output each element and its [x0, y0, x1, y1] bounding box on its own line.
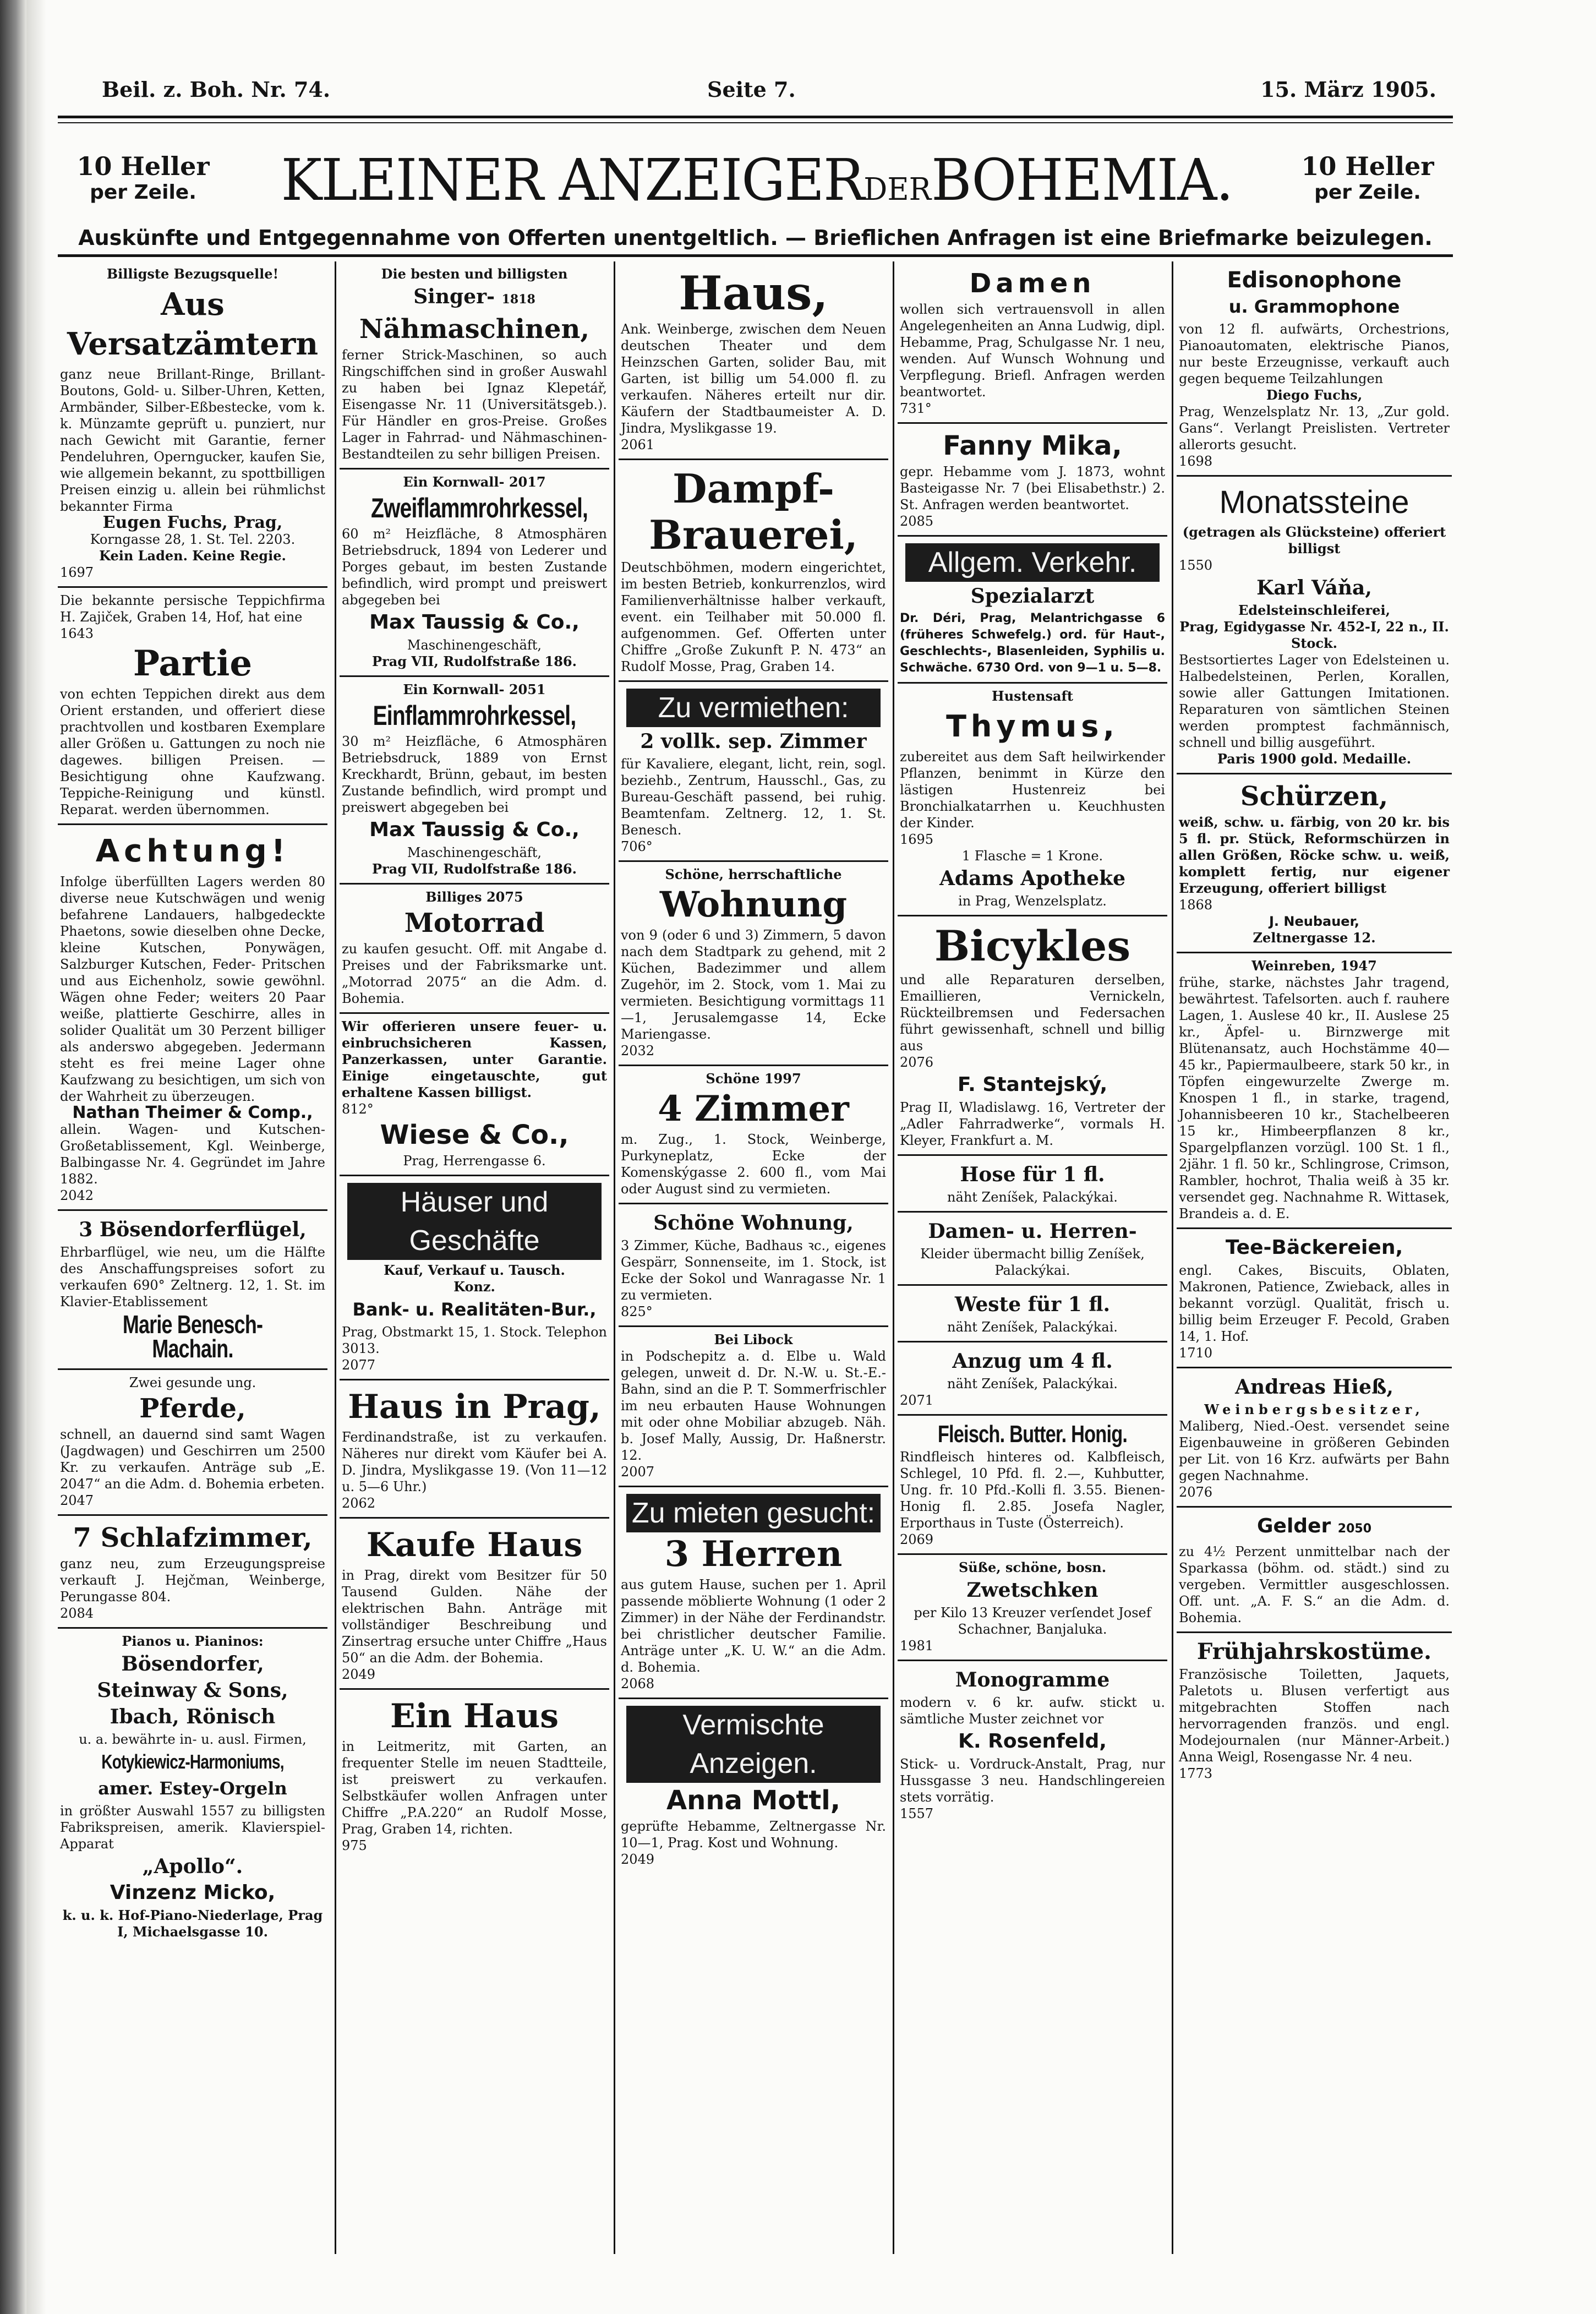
ad-anzug: Anzug um 4 fl. näht Zeníšek, Palackýkai. 2071 [898, 1342, 1167, 1416]
ad-weinreben: Weinreben, 1947 frühe, starke, nächstes Jahr tragend, bewährtest. Tafelsorten. auch f. rauhere Lagen, 1. Auslese 40 kr., II. Auslese 25 kr., Äpfel- u. Birnzwerge mit Blütenansatz, auch Hochstämme 40—45 kr., Papiermaulbeere, stark 50 kr., in Töpfen eingewurzelte Zwerge m. Knospen 1 fl., in starke, tragend, Johannisbeeren 10 kr., Stachelbeeren 15 kr., Himbeerpflanzen 8 kr., Spargelpflanzen vorzügl. 100 St. 1 fl., 2jähr. 1 fl. 50 kr., Schlingrose, Crimson, Rambler, hochrot, Thalia weiß à 35 kr. versendet geg. Nachnahme R. Wittasek, Brandeis a. d. E. [1177, 953, 1452, 1229]
ad-tee-baeckereien: Tee-Bäckereien, engl. Cakes, Biscuits, Oblaten, Makronen, Patience, Zwieback, alles in bekannt vorzügl. Qualität, frisch u. billig beim Erzeuger F. Pecold, Graben 14, 1. Hof. 1710 [1177, 1229, 1452, 1368]
newspaper-page [58, 61, 1453, 2257]
column-divider [893, 261, 894, 2254]
section-banner: Zu vermiethen: [626, 689, 881, 727]
ad-headline: Bicykles [934, 921, 1131, 970]
ad-headline: Andreas Hieß, [1235, 1376, 1393, 1399]
ad-headline: Fleisch. Butter. Honig. [937, 1421, 1128, 1448]
ad-headline: Wohnung [659, 884, 848, 925]
issue-date: 15. März 1905. [1260, 77, 1436, 102]
ad-einflammrohrkessel: Ein Kornwall- 2051 Einflammrohrkessel, 30 m² Heizfläche, 6 Atmosphären Betriebsdruck, 1889 von Ernst Kreckhardt, Brünn, gebaut, im besten Zustande befindlich, wird prompt und preiswert abgegeben bei Max Taussig & Co., Maschinengeschäft, Prag VII, Rudolfstraße 186. [340, 677, 609, 885]
ad-headline: Partie [133, 643, 253, 684]
book-binding-edge [0, 0, 26, 2314]
ad-headline: Thymus, [946, 709, 1119, 744]
ad-headline: Haus in Prag, [348, 1388, 601, 1426]
ad-haeuser-geschaefte: Häuser und Geschäfte Kauf, Verkauf u. Tausch. Konz. Bank- u. Realitäten-Bur., Prag, Obstmarkt 15, 1. Stock. Telephon 3013. 2077 [340, 1176, 609, 1380]
ad-headline: Edisonophone [1227, 268, 1402, 293]
ad-headline: Anzug um 4 fl. [952, 1350, 1113, 1373]
ad-headline: 3 Bösendorferflügel, [79, 1218, 307, 1241]
ad-weste: Weste für 1 fl. näht Zeníšek, Palackýkai. [898, 1286, 1167, 1342]
ad-headline: Motorrad [404, 908, 545, 938]
ad-headline: Ein Haus [390, 1697, 559, 1736]
ad-headline: Haus, [679, 266, 828, 320]
masthead [58, 143, 1453, 220]
ad-fruehjahrskostueme: Frühjahrskostüme. Französische Toiletten, Jaquets, Paletots u. Blusen verfertigt aus mitgebrachten Stoffen nach hervorragenden französ. und engl. Modejournalen (nur Männer-Arbeit.) Anna Weigl, Rosengasse Nr. 4 neu. 1773 [1179, 1639, 1450, 1781]
ad-dampf-brauerei: Dampf- Brauerei, Deutschböhmen, modern eingerichtet, im besten Betrieb, konkurrenzlos, wird Familienverhältnisse halber verkauft, event. ein Teilhaber mit 50.000 fl. aufgenommen. Gef. Offerten unter Chiffre „Große Zukunft P. N. 473“ an Rudolf Mosse, Prag, Graben 14. [619, 460, 888, 682]
ad-haus-weinberge: Haus, Ank. Weinberge, zwischen dem Neuen deutschen Theater und dem Heinzschen Garten, solider Bau, mit Garten, ist billig um 54.000 fl. zu verkaufen. Näheres erteilt nur dir. Käufern der Stadtbaumeister A. D. Jindra, Myslikgasse 19. 2061 [619, 261, 888, 460]
header-rule-thick [58, 116, 1453, 118]
ad-partie: Die bekannte persische Teppichfirma H. Zajiček, Graben 14, Hof, hat eine 1643 Partie von echten Teppichen direkt aus dem Orient erstanden, und offeriert diese prachtvollen und kostbaren Exemplare aller Größen u. Gattungen zu noch nie dagewes. billigen Preisen. — Besichtigung ohne Kaufzwang. Teppiche-Reinigung und künstl. Reparat. werden übernommen. [58, 588, 327, 825]
ad-singer: Die besten und billigsten Singer- 1818 Nähmaschinen, ferner Strick-Maschinen, so auch Ringschiffchen sind in großer Auswahl zu haben bei Ignaz Klepetář, Eisengasse Nr. 11 (Universitätsgeb.). Für Händler en gros-Preise. Großes Lager in Fahrrad- und Nähmaschinen-Bestandteilen zu sehr billigen Preisen. [340, 261, 609, 470]
price-left: 10 Heller per Zeile. [76, 151, 210, 204]
ad-headline: Tee-Bäckereien, [1225, 1236, 1403, 1259]
ad-thymus: Hustensaft Thymus, zubereitet aus dem Saft heilwirkender Pflanzen, benimmt in Kürze den lästigen Hustenreiz bei Bronchialkatarrhen u. Keuchhusten der Kinder. 1695 1 Flasche = 1 Krone. Adams Apotheke in Prag, Wenzelsplatz. [898, 684, 1167, 916]
ad-achtung: Achtung! Infolge überfüllten Lagers werden 80 diverse neue Kutschwägen und wenig befahrene Landauers, halbgedeckte Phaetons, sowie dieselben ohne Decke, kleine Kutschen, Ponywägen, Salzburger Kutschen, Feder- Pritschen und aus Eichenholz, sowie gewöhnl. Wägen ohne Feder; weiters 20 Paar weiße, plattierte Geschirre, alles in solider Qualität um 30 Perzent billiger als anderswo abgegeben. Jedermann steht es frei meine Lager ohne Kaufzwang zu besichtigen, um sich von der Wahrheit zu überzeugen. Nathan Theimer & Comp., allein. Wagen- und Kutschen-Großetablissement, Kgl. Weinberge, Balbingasse Nr. 4. Gegründet im Jahre 1882. 2042 [58, 825, 327, 1211]
running-header [58, 77, 1453, 110]
ad-kleider: Damen- u. Herren- Kleider übermacht billig Zeníšek, Palackýkai. [898, 1213, 1167, 1286]
column-3 [619, 261, 888, 2257]
section-banner: Häuser und Geschäfte [347, 1183, 602, 1260]
ad-monogramme: Monogramme modern v. 6 kr. aufw. stickt u. sämtliche Muster zeichnet vor K. Rosenfeld, Stick- u. Vordruck-Anstalt, Prag, nur Hussgasse 3 neu. Handschlingereien stets vorrätig. 1557 [900, 1668, 1165, 1821]
ad-headline: Wiese & Co., [380, 1120, 569, 1150]
ad-headline: Kaufe Haus [366, 1526, 583, 1564]
ad-hose: Hose für 1 fl. näht Zeníšek, Palackýkai. [898, 1156, 1167, 1213]
ad-headline: Einflammrohrkessel, [373, 700, 576, 731]
ad-headline: Anna Mottl, [666, 1785, 840, 1816]
column-divider [335, 261, 336, 2254]
section-banner: Zu mieten gesucht: [626, 1494, 881, 1532]
ad-zwetschken: Süße, schöne, bosn. Zwetschken per Kilo 13 Kreuzer verſendet Josef Schachner, Banjaluka. 1981 [898, 1555, 1167, 1661]
ad-headline: Aus Versatzämtern [67, 286, 319, 362]
column-1 [58, 261, 327, 2257]
ad-pianos: Pianos u. Pianinos: Bösendorfer, Steinway & Sons, Ibach, Rönisch u. a. bewährte in- u. ausl. Firmen, Kotykiewicz-Harmoniums, amer. Estey-Orgeln in größter Auswahl 1557 zu billigsten Fabrikspreisen, amerik. Klavierspiel-Apparat „Apollo“. Vinzenz Micko, k. u. k. Hof-Piano-Niederlage, Prag I, Michaelsgasse 10. [60, 1633, 325, 1940]
ad-headline: Gelder 2050 [1256, 1515, 1372, 1537]
ad-boesendorfer: 3 Bösendorferflügel, Ehrbarflügel, wie neu, um die Hälfte des Anschaffungspreises sofort zu verkaufen 690° Zeltnerg. 12, 1. St. im Klavier-Etablissement Marie Benesch-Machain. [58, 1211, 327, 1370]
ad-andreas-hiess: Andreas Hieß, Weinbergsbesitzer, Maliberg, Nied.-Oest. versendet seine Eigenbauweine in größeren Gebinden per Lit. von 16 Krz. aufwärts per Bahn gegen Nachnahme. 2076 [1177, 1368, 1452, 1508]
column-divider [614, 261, 615, 2254]
ad-spezialarzt: Allgem. Verkehr. Spezialarzt Dr. Déri, Prag, Melantrichgasse 6 (früheres Schwefelg.) ord. für Haut-, Geschlechts-, Blasenleiden, Syphilis u. Schwäche. 6730 Ord. von 9—1 u. 5—8. [898, 537, 1167, 684]
ad-headline: Damen- u. Herren- [928, 1220, 1137, 1243]
masthead-subtitle: Auskünfte und Entgegennahme von Offerten unentgeltlich. — Brieflichen Anfragen ist eine Briefmarke beizulegen. [78, 226, 1433, 250]
ad-headline: Monogramme [955, 1668, 1110, 1691]
ad-haus-in-prag: Haus in Prag, Ferdinandstraße, ist zu verkaufen. Näheres nur direkt vom Käufer bei A. D. Jindra, Myslikgasse 19. (Von 11—12 u. 5—6 Uhr.) 2062 [340, 1380, 609, 1519]
ad-motorrad: Billiges 2075 Motorrad zu kaufen gesucht. Off. mit Angabe d. Preises und der Fabriksmarke unt. „Motorrad 2075“ an die Adm. d. Bohemia. [340, 885, 609, 1014]
ad-headline: 2 vollk. sep. Zimmer [640, 730, 867, 753]
ad-headline: Schöne Wohnung, [653, 1211, 854, 1235]
ad-kaufe-haus: Kaufe Haus in Prag, direkt vom Besitzer für 50 Tausend Gulden. Nähe der elektrischen Bahn. Anträge mit vollständiger Beschreibung und Zinsertrag ersuche unter Chiffre „Haus 50“ an die Adm. der Bohemia. 2049 [340, 1519, 609, 1690]
subtitle-rule [58, 254, 1453, 257]
column-divider [1172, 261, 1173, 2254]
ad-headline: Schürzen, [1240, 781, 1389, 812]
ad-headline: Hose für 1 fl. [960, 1163, 1105, 1186]
ad-headline: Zweiflammrohrkessel, [371, 493, 588, 523]
ad-headline: Fanny Mika, [943, 430, 1122, 461]
binding-shadow [26, 0, 46, 2314]
ad-schlafzimmer: 7 Schlafzimmer, ganz neu, zum Erzeugungspreise verkauft J. Hejčman, Weinberge, Perungasse 804. 2084 [58, 1516, 327, 1629]
price-right: 10 Heller per Zeile. [1301, 151, 1434, 204]
ad-versatzaemter: Billigste Bezugsquelle! Aus Versatzämtern ganz neue Brillant-Ringe, Brillant-Boutons, Gold- u. Silber-Uhren, Ketten, Armbänder, Silber-Eßbestecke, vom k. k. Münzamte geprüft u. punziert, nur nach Gewicht mit Garantie, ferner Pendeluhren, Operngucker, kaufen Sie, wie allgemein bekannt, zu spottbilligen Preisen einzig u. allein bei rühmlichst bekannter Firma Eugen Fuchs, Prag, Korngasse 28, 1. St. Tel. 2203. Kein Laden. Keine Regie. 1697 [58, 261, 327, 588]
masthead-title: KLEINER ANZEIGERDERBOHEMIA. [281, 146, 1233, 214]
ad-wiese-kassen: Wir offerieren unsere feuer- u. einbruchsicheren Kassen, Panzerkassen, unter Garantie. Einige eingetauschte, gut erhaltene Kassen billigst. 812° Wiese & Co., Prag, Herrengasse 6. [340, 1014, 609, 1176]
column-5 [1177, 261, 1452, 2257]
ad-headline: 3 Herren [664, 1533, 843, 1575]
ad-columns [58, 261, 1453, 2257]
page-number: Seite 7. [707, 77, 796, 102]
ad-headline: 4 Zimmer [658, 1088, 849, 1129]
ad-headline: Damen [969, 268, 1096, 299]
section-banner: Allgem. Verkehr. [905, 543, 1160, 582]
header-rule-thin [58, 122, 1453, 123]
ad-fanny-mika: Fanny Mika, gepr. Hebamme vom J. 1873, wohnt Basteigasse Nr. 7 (bei Elisabethstr.) 2. St. Anfragen werden beantwortet. 2085 [898, 424, 1167, 537]
ad-schoene-wohnung: Schöne Wohnung, 3 Zimmer, Küche, Badhaus ꝛc., eigenes Gespärr, Sonnenseite, im 1. Stock, ist Ecke der Sokol und Wanragasse Nr. 1 zu vermieten. 825° [619, 1204, 888, 1327]
ad-fleisch-butter-honig: Fleisch. Butter. Honig. Rindfleisch hinteres od. Kalbfleisch, Schlegel, 10 Pfd. fl. 2.—, Kuhbutter, Ung. fr. 10 Pfd.-Kolli fl. 3.55. Bienen-Honig fl. 2.85. Josefa Nagler, Erporthaus in Tuste (Österreich). 2069 [898, 1416, 1167, 1555]
ad-anna-mottl: Vermischte Anzeigen. Anna Mottl, geprüfte Hebamme, Zeltnergasse Nr. 10—1, Prag. Kost und Wohnung. 2049 [619, 1699, 888, 1873]
ad-zweiflammrohrkessel: Ein Kornwall- 2017 Zweiflammrohrkessel, 60 m² Heizfläche, 8 Atmosphären Betriebsdruck, 1894 von Lederer und Porges gebaut, im besten Zustande befindlich, wird prompt und preiswert abgegeben bei Max Taussig & Co., Maschinengeschäft, Prag VII, Rudolfstraße 186. [340, 470, 609, 677]
ad-headline: Spezialarzt [970, 585, 1095, 608]
ad-headline: 7 Schlafzimmer, [73, 1522, 313, 1553]
ad-edisonophone: Edisonophone u. Grammophone von 12 fl. aufwärts, Orchestrions, Pianoautomaten, elektrische Pianos, nur beste Erzeugnisse, verkauft auch gegen bequeme Teilzahlungen Diego Fuchs, Prag, Wenzelsplatz Nr. 13, „Zur gold. Gans“. Verlangt Preislisten. Vertreter allerorts gesucht. 1698 [1177, 261, 1452, 477]
ad-gelder: Gelder 2050 zu 4½ Perzent unmittelbar nach der Sparkassa (böhm. od. städt.) sind zu vergeben. Vermittler ausgeschlossen. Off. unt. „A. F. S.“ an die Adm. d. Bohemia. [1177, 1508, 1452, 1633]
ad-zu-mieten-gesucht: Zu mieten gesucht: 3 Herren aus gutem Hause, suchen per 1. April passende möblierte Wohnung (1 oder 2 Zimmer) in der Nähe der Ferdinandstr. bei christlicher deutscher Familie. Anträge unter „K. U. W.“ an die Adm. d. Bohemia. 2068 [619, 1487, 888, 1699]
ad-bicykles: Bicykles und alle Reparaturen derselben, Emaillieren, Vernickeln, Rückteilbremsen und Federsachen führt gewissenhaft, schnell und billig aus 2076 F. Stantejský, Prag II, Wladislawg. 16, Vertreter der „Adler Fahrradwerke“, vormals H. Kleyer, Frankfurt a. M. [898, 916, 1167, 1156]
section-banner: Vermischte Anzeigen. [626, 1706, 881, 1783]
ad-headline: Zwetschken [966, 1579, 1098, 1602]
column-4 [898, 261, 1167, 2257]
ad-headline: Weste für 1 fl. [954, 1293, 1111, 1316]
ad-ein-haus: Ein Haus in Leitmeritz, mit Garten, an frequenter Stelle im neuen Stadtteile, ist preiswert zu verkaufen. Selbstkäufer wollen Anfragen unter Chiffre „P.A.220“ an Rudolf Mosse, Prag, Graben 14, richten. 975 [342, 1697, 607, 1853]
ad-4-zimmer: Schöne 1997 4 Zimmer m. Zug., 1. Stock, Weinberge, Purkyneplatz, Ecke der Komenskýgasse 2. 600 fl., vom Mai oder August sind zu vermieten. [619, 1066, 888, 1204]
ad-headline: Monatssteine [1219, 484, 1409, 520]
ad-headline: Singer- 1818 [413, 285, 535, 308]
ad-headline: Dampf- [673, 465, 834, 512]
ad-libock: Bei Libock in Podschepitz a. d. Elbe u. Wald gelegen, unweit d. Dr. N.-W. u. St.-E.-Bahn, sind an die P. T. Sommerfrischler im neu erbauten Hause Wohnungen mit oder ohne Mobiliar abzugeb. Näh. b. Josef Mally, Aussig, Dr. Haßnerstr. 12. 2007 [619, 1327, 888, 1487]
ad-headline: Achtung! [95, 833, 290, 869]
ad-headline: Pferde, [139, 1393, 246, 1424]
column-2 [340, 261, 609, 2257]
supplement-reference: Beil. z. Boh. Nr. 74. [102, 77, 331, 102]
ad-schuerzen: Schürzen, weiß, schw. u. färbig, von 20 kr. bis 5 fl. pr. Stück, Reformschürzen in allen Größen, Röcke schw. u. weiß, komplett fertig, nur eigener Erzeugung, offeriert billigst 1868 J. Neubauer, Zeltnergasse 12. [1177, 774, 1452, 953]
ad-headline: Frühjahrskostüme. [1196, 1639, 1432, 1664]
ad-pferde: Zwei gesunde ung. Pferde, schnell, an dauernd sind samt Wagen (Jagdwagen) und Geschirren um 2500 Kr. zu verkaufen. Anträge sub „E. 2047“ an die Adm. d. Bohemia erbeten. 2047 [58, 1370, 327, 1516]
ad-wohnung: Schöne, herrschaftliche Wohnung von 9 (oder 6 und 3) Zimmern, 5 davon nach dem Stadtpark zu gehend, mit 2 Küchen, Badezimmer und allem Zugehör, im 2. Stock, vom 1. Mai zu vermieten. Besichtigung vormittags 11—1, Jerusalemgasse 14, Ecke Mariengasse. 2032 [619, 862, 888, 1066]
ad-damen-hebamme: Damen wollen sich vertrauensvoll in allen Angelegenheiten an Anna Ludwig, dipl. Hebamme, Prag, Schulgasse Nr. 1 neu, wenden. Auf Wunsch Wohnung und Verpflegung. Briefl. Anfragen werden beantwortet. 731° [898, 261, 1167, 424]
ad-zu-vermiethen: Zu vermiethen: 2 vollk. sep. Zimmer für Kavaliere, elegant, licht, rein, sogl. beziehb., Zentrum, Hausschl., Gas, zu Bureau-Geschäft passend, bei ruhig. Beamtenfam. Zeltnerg. 12, 1. St. Benesch. 706° [619, 682, 888, 862]
ad-monatssteine: Monatssteine (getragen als Glücksteine) offeriert billigst 1550 Karl Váňa, Edelsteinschleiferei, Prag, Egidygasse Nr. 452-I, 22 n., II. Stock. Bestsortiertes Lager von Edelsteinen u. Halbedelsteinen, Perlen, Korallen, sowie aller Gattungen Imitationen. Reparaturen von sämtlichen Steinen werden promptest fachmännisch, schnell und billig ausgeführt. Paris 1900 gold. Medaille. [1177, 477, 1452, 774]
